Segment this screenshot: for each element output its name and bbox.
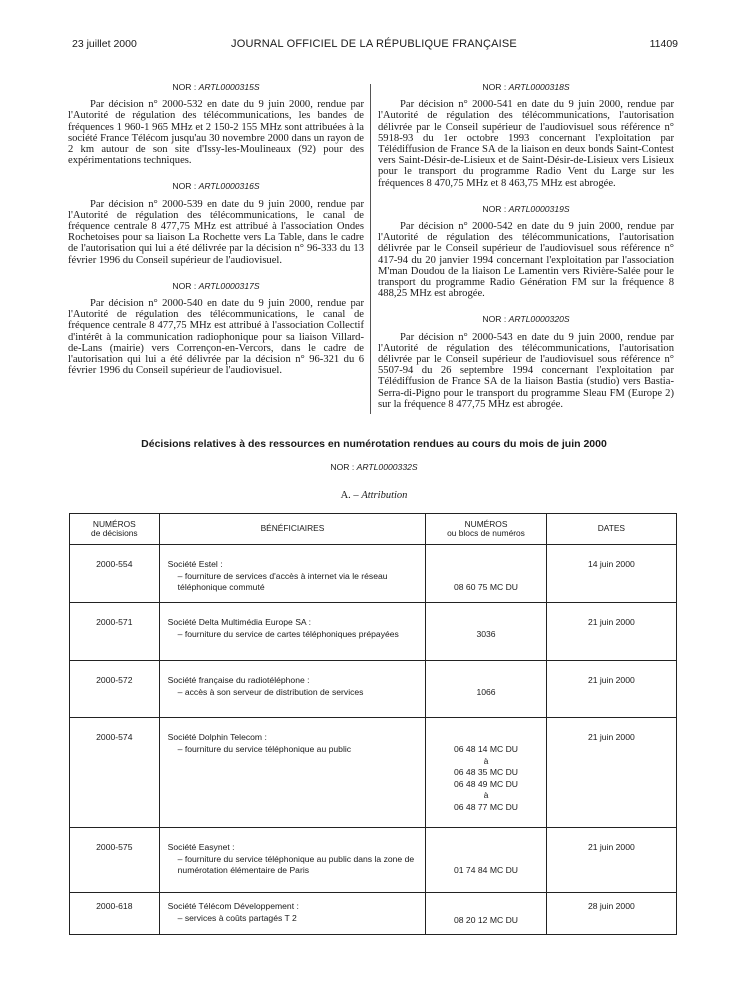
company-name: Société Estel : <box>167 559 223 569</box>
company-name: Société Easynet : <box>167 842 235 852</box>
decision-text: Par décision n° 2000-543 en date du 9 juin 2000, rendue par l'Autorité de régulation des télécommunications, l'autorisation délivrée par le Conseil supérieur de l'audiovisuel sous référence n° 5507-94 du 26 septembre 1994 concernant l'exploitation par Télédiffusion de France SA de la liaison Bastia (studio) vers Bastia-Serra-di-Pigno pour le transport du programme Sleau FM (Europe 2) sur la fréquence 8 477,75 MHz est abrogée. <box>378 331 674 410</box>
right-column <box>378 82 674 425</box>
nor-reference: NOR : ARTL0000319S <box>482 203 570 214</box>
column-header-beneficiaries: BÉNÉFICIAIRES <box>159 514 426 545</box>
number-block: 01 74 84 MC DU <box>453 865 518 875</box>
table-row <box>70 828 677 893</box>
section-nor-reference: NOR : ARTL0000332S <box>330 462 418 472</box>
company-name: Société Dolphin Telecom : <box>167 732 267 742</box>
decision-number-cell: 2000-575 <box>70 828 160 893</box>
table-row <box>70 893 677 935</box>
decision-entry <box>68 82 364 166</box>
service-description: – accès à son serveur de distribution de services <box>177 686 364 697</box>
decision-number-cell: 2000-574 <box>70 718 160 828</box>
date-cell: 21 juin 2000 <box>546 828 676 893</box>
column-header-number-blocks: NUMÉROS ou blocs de numéros <box>426 514 546 545</box>
range-separator: à <box>483 790 489 800</box>
nor-reference: NOR : ARTL0000320S <box>482 314 570 325</box>
numbering-decisions-table <box>69 513 677 935</box>
beneficiary-cell <box>159 603 426 661</box>
decision-number-cell: 2000-572 <box>70 661 160 718</box>
decision-entry <box>68 181 364 265</box>
nor-reference: NOR : ARTL0000317S <box>172 280 260 291</box>
table-row <box>70 718 677 828</box>
date-cell: 28 juin 2000 <box>546 893 676 935</box>
section-subtitle: A. – Attribution <box>340 490 408 501</box>
number-block-cell <box>426 603 546 661</box>
service-description: – fourniture de services d'accès à internet via le réseau téléphonique commuté <box>177 570 388 592</box>
number-block-cell <box>426 545 546 603</box>
table-row <box>70 603 677 661</box>
number-block-cell <box>426 828 546 893</box>
company-name: Société Delta Multimédia Europe SA : <box>167 617 311 627</box>
beneficiary-cell <box>159 545 426 603</box>
service-description: – fourniture du service de cartes téléphoniques prépayées <box>177 628 399 639</box>
number-block-cell <box>426 718 546 828</box>
number-block: 06 48 14 MC DU <box>453 744 518 754</box>
service-description: – services à coûts partagés T 2 <box>177 912 297 923</box>
decision-number-cell: 2000-554 <box>70 545 160 603</box>
date-cell: 21 juin 2000 <box>546 718 676 828</box>
beneficiary-cell <box>159 893 426 935</box>
table-header-row <box>70 514 677 545</box>
decision-entry <box>68 281 364 377</box>
decision-entry <box>378 82 674 189</box>
number-block: 3036 <box>476 629 496 639</box>
date-cell: 21 juin 2000 <box>546 603 676 661</box>
number-block: 1066 <box>476 687 496 697</box>
decision-entry <box>378 314 674 410</box>
service-description: – fourniture du service téléphonique au public dans la zone de numérotation élémentaire de Paris <box>177 853 415 875</box>
nor-reference: NOR : ARTL0000316S <box>172 181 260 192</box>
decision-text: Par décision n° 2000-532 en date du 9 juin 2000, rendue par l'Autorité de régulation des télécommunications, les bandes de fréquences 1 960-1 965 MHz et 2 150-2 155 MHz sont attribuées à la société France Télécom jusqu'au 30 novembre 2000 dans un rayon de 2 km autour de son site d'Issy-les-Moulineaux (92) pour des expérimentations techniques. <box>68 99 364 167</box>
beneficiary-cell <box>159 718 426 828</box>
date-cell: 21 juin 2000 <box>546 661 676 718</box>
journal-title: JOURNAL OFFICIEL DE LA RÉPUBLIQUE FRANÇAISE <box>231 38 517 50</box>
number-block: 06 48 77 MC DU <box>453 801 518 812</box>
decision-text: Par décision n° 2000-542 en date du 9 juin 2000, rendue par l'Autorité de régulation des télécommunications, l'autorisation délivrée par le Conseil supérieur de l'audiovisuel sous référence n° 417-94 du 20 janvier 1994 concernant l'exploitation par l'association M'man Doudou de la liaison Le Lamentin vers Rivière-Salée pour le transport du programme Radio Génération FM sur la fréquence 8 488,25 MHz est abrogée. <box>378 221 674 300</box>
table-row <box>70 545 677 603</box>
number-block: 06 48 35 MC DU <box>453 767 518 777</box>
beneficiary-cell <box>159 828 426 893</box>
number-block-cell <box>426 661 546 718</box>
company-name: Société française du radiotéléphone : <box>167 675 310 685</box>
column-header-dates: DATES <box>546 514 676 545</box>
decision-text: Par décision n° 2000-540 en date du 9 juin 2000, rendue par l'Autorité de régulation des télécommunications, le canal de fréquence centrale 8 477,75 MHz est attribué à l'association Collectif d'intérêt à la communication radiophonique pour sa liaison Villard-de-Lans (mairie) vers Corrençon-en-Vercors, dans le cadre de l'autorisation qui lui a été délivrée par la décision n° 96-321 du 6 février 1996 du Conseil supérieur de l'audiovisuel. <box>68 298 364 377</box>
beneficiary-cell <box>159 661 426 718</box>
company-name: Société Télécom Développement : <box>167 901 299 911</box>
left-column <box>68 82 364 391</box>
date-cell: 14 juin 2000 <box>546 545 676 603</box>
decision-number-cell: 2000-618 <box>70 893 160 935</box>
page-number: 11409 <box>649 38 678 50</box>
decision-text: Par décision n° 2000-539 en date du 9 juin 2000, rendue par l'Autorité de régulation des télécommunications, le canal de fréquence centrale 8 477,75 MHz est attribué à l'association Ondes Rochetoises pour sa liaison La Rochette vers La Table, dans le cadre de l'autorisation qui lui a été délivrée par la décision n° 96-333 du 13 février 1996 du Conseil supérieur de l'audiovisuel. <box>68 198 364 266</box>
decision-entry <box>378 204 674 300</box>
nor-reference: NOR : ARTL0000318S <box>482 82 570 92</box>
service-description: – fourniture du service téléphonique au public <box>177 743 352 754</box>
number-block: 08 60 75 MC DU <box>453 582 518 592</box>
range-separator: à <box>483 755 489 766</box>
column-header-decision-numbers: NUMÉROS de décisions <box>70 514 160 545</box>
decision-number-cell: 2000-571 <box>70 603 160 661</box>
number-block-cell <box>426 893 546 935</box>
table-row <box>70 661 677 718</box>
decision-text: Par décision n° 2000-541 en date du 9 juin 2000, rendue par l'Autorité de régulation des télécommunications, l'autorisation délivrée par le Conseil supérieur de l'audiovisuel sous référence n° 5918-93 du 1er octobre 1993 concernant l'exploitation par Télédiffusion de France SA de la liaison en deux bonds Saint-Contest vers Saint-Désir-de-Lisieux et de Saint-Désir-de-Lisieux vers Lisieux pour le transport du programme Radio Vent du Large sur les fréquences 8 470,75 MHz et 8 463,75 MHz est abrogée. <box>378 99 674 189</box>
number-block: 08 20 12 MC DU <box>453 915 518 925</box>
number-block: 06 48 49 MC DU <box>453 778 518 789</box>
header-date: 23 juillet 2000 <box>72 38 137 50</box>
section-title: Décisions relatives à des ressources en numérotation rendues au cours du mois de juin 2000 <box>141 438 607 450</box>
column-divider <box>370 84 371 414</box>
nor-reference: NOR : ARTL0000315S <box>172 82 260 92</box>
